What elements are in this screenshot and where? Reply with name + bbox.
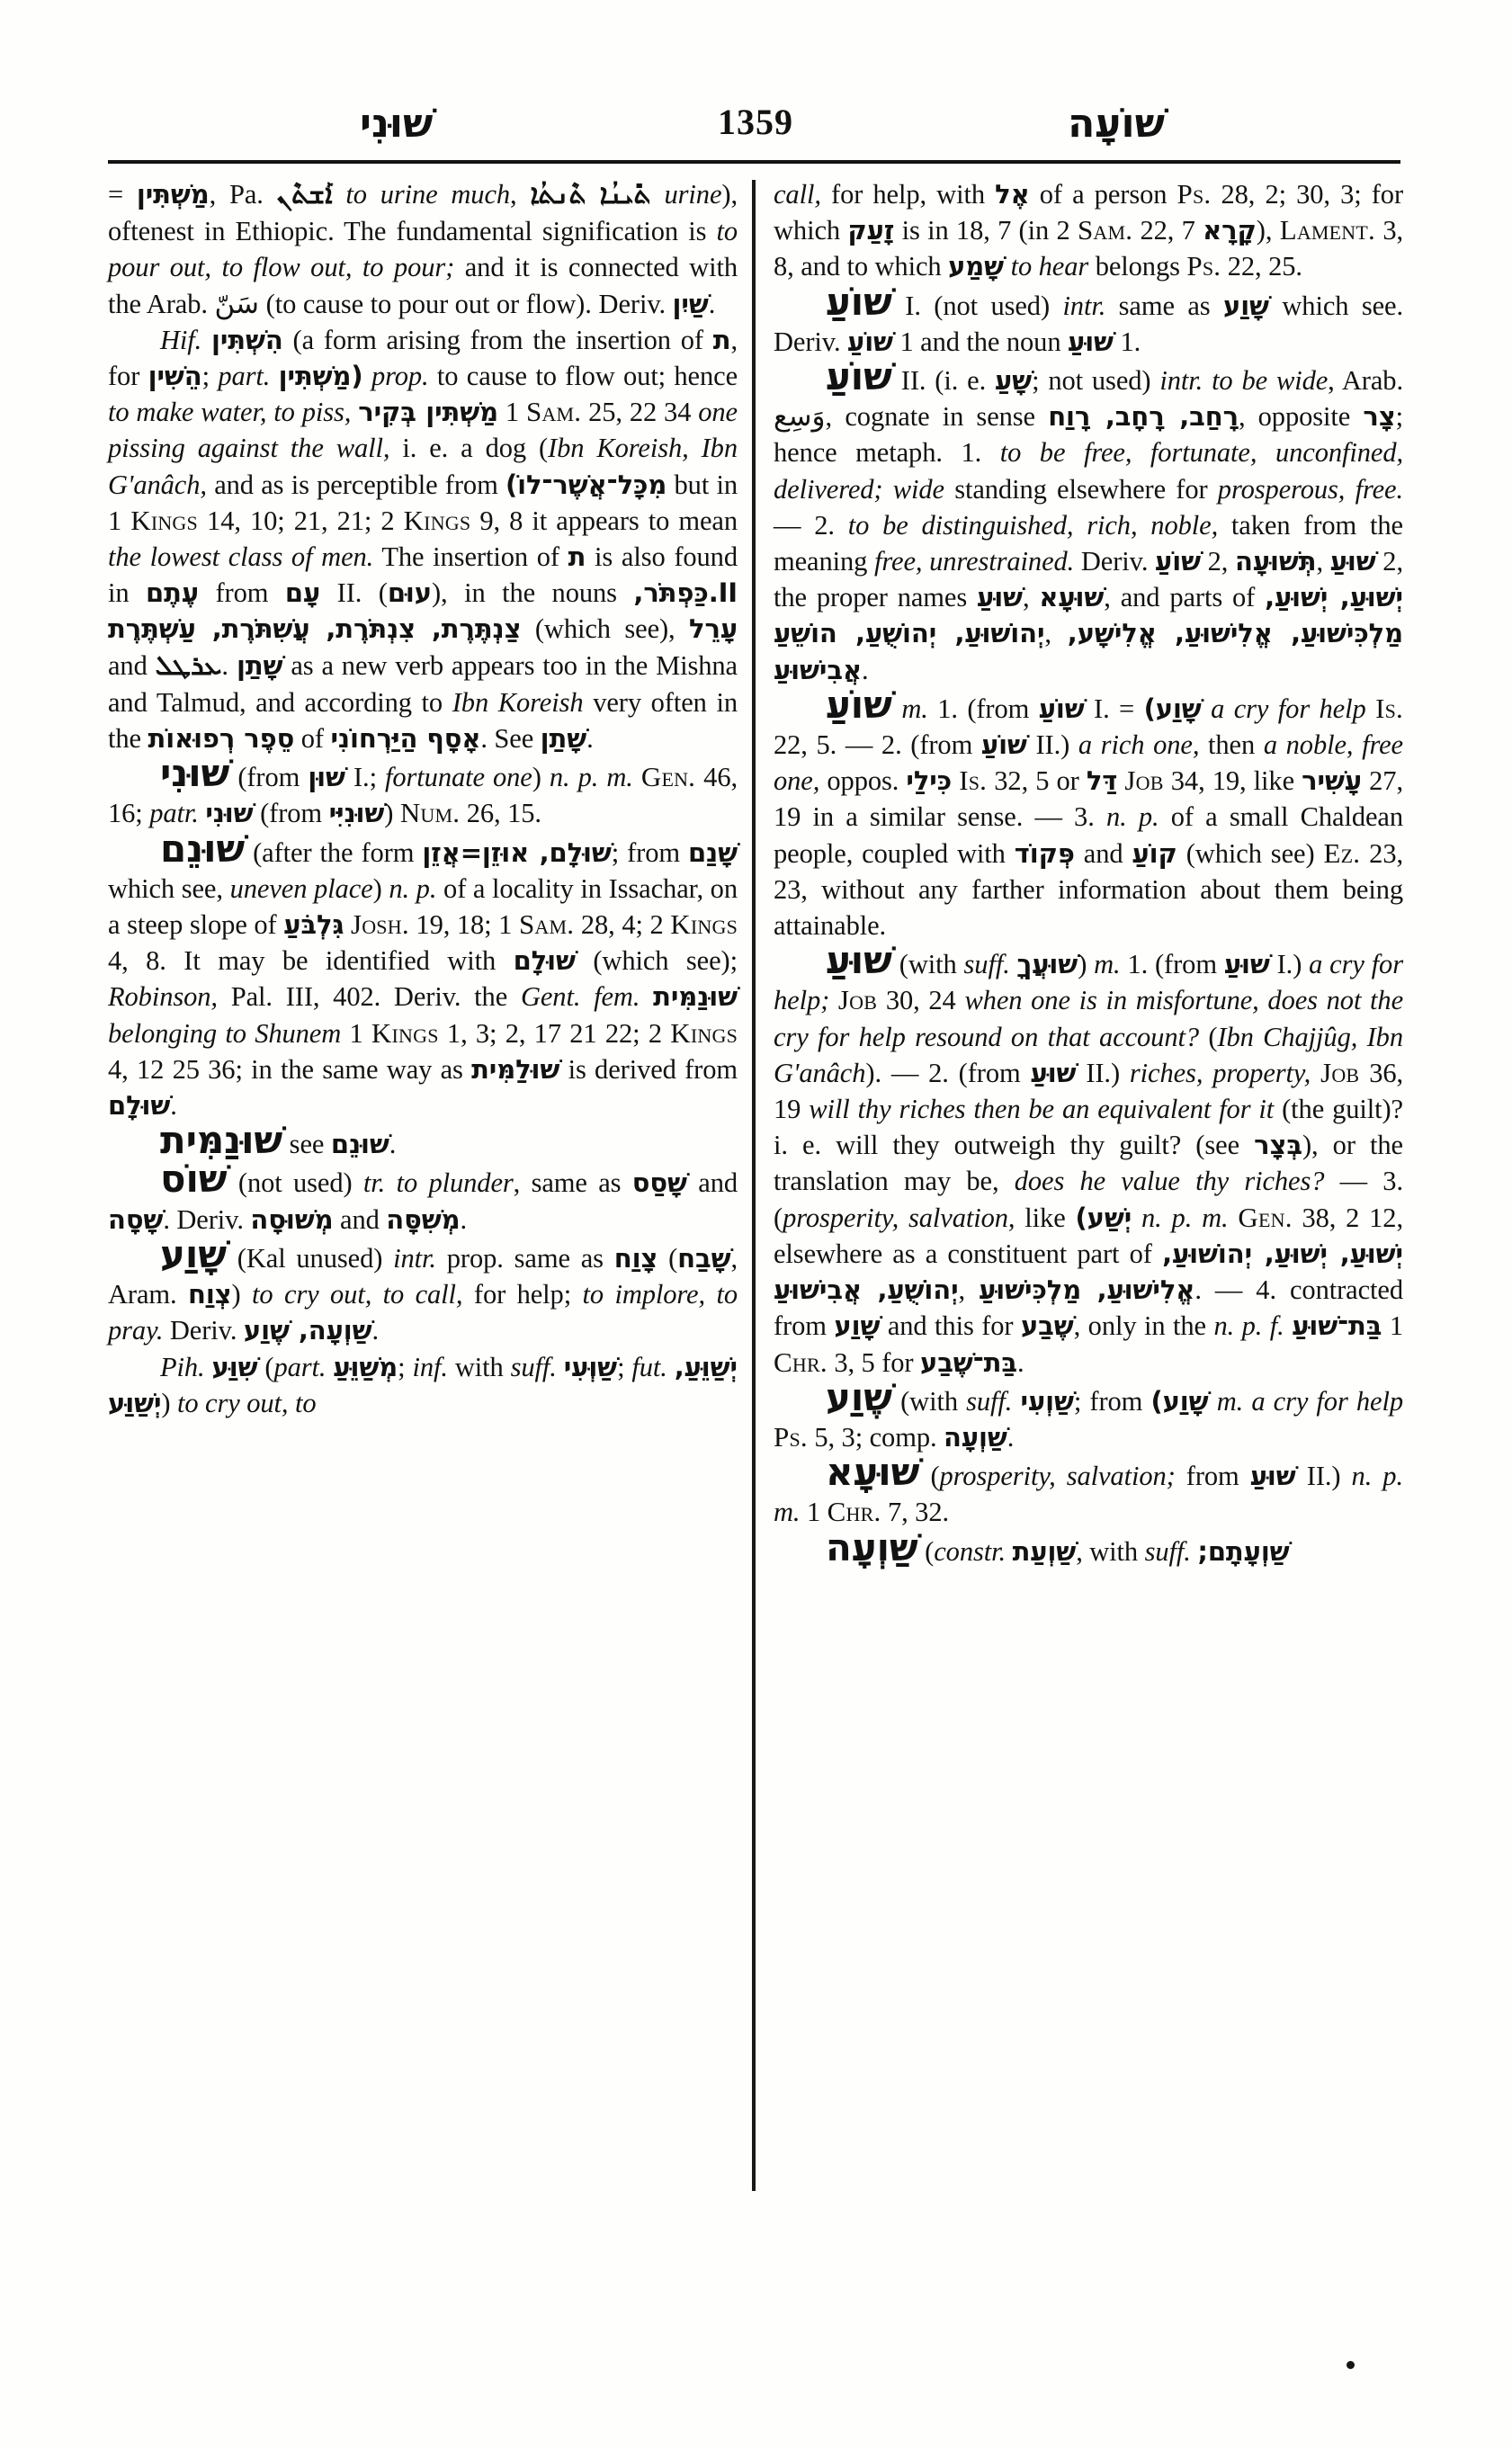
right-column [774, 176, 1403, 2209]
hebrew-text: זָעַק [847, 215, 895, 246]
italic-gloss: to urine much [345, 179, 511, 210]
hebrew-text: הֵשִׁין [148, 361, 202, 392]
hebrew-text: שׁוּלָם [108, 1090, 171, 1122]
hebrew-text: מְשׁוּסָה [250, 1203, 334, 1235]
italic-gloss: intr. [393, 1242, 436, 1274]
hebrew-text: (מַשְׁתִּין [278, 361, 363, 392]
bible-book-abbrev: Ps. [1176, 178, 1212, 210]
hebrew-text: שׁוּעַ [1249, 1461, 1296, 1492]
hebrew-text: קָרָא [1203, 215, 1257, 246]
italic-gloss: prosperity, salvation, [783, 1202, 1015, 1233]
italic-gloss: patr. [149, 798, 199, 829]
hebrew-text: בְּצָר [1254, 1130, 1302, 1161]
italic-gloss: to cry out, to [177, 1387, 317, 1418]
bible-book-abbrev: Chr. [774, 1346, 828, 1378]
bible-book-abbrev: Gen. [1238, 1201, 1293, 1233]
bible-book-abbrev: Ps. [774, 1420, 808, 1453]
syriac-text: ܬܺܝܢܳܐ [599, 179, 651, 210]
bible-book-abbrev: Is. [959, 765, 988, 797]
arabic-text: وَسِع [774, 400, 826, 434]
italic-gloss: fortunate one [385, 762, 532, 793]
hebrew-text: שַׁיִן [672, 288, 709, 319]
hebrew-text: שִׁוַּע [211, 1351, 258, 1382]
hebrew-text: שֶׁבַע [1020, 1310, 1074, 1342]
italic-gloss: free, unrestrained. [874, 546, 1075, 577]
hebrew-text: רָחַב, רָחָב, רָוַח [1048, 401, 1239, 433]
italic-gloss: m. [1094, 949, 1121, 980]
italic-gloss: does he value thy riches? [1014, 1166, 1325, 1197]
left-column [108, 176, 738, 2209]
entry-paragraph: Pih. שִׁוַּע (part. מְשַׁוֵּעַ; inf. with suff. שַׁוְּעִי; fut. יְשַׁוֵּעַ, יְשַׁוַּע) to cry out, to [108, 1351, 738, 1418]
hebrew-text: שׁוֹעַ [1155, 546, 1201, 577]
running-head [171, 97, 1340, 169]
hebrew-text: שׁוֹעַ [1038, 693, 1085, 724]
hebrew-text: שָׁסָה [108, 1203, 164, 1235]
italic-gloss: part. [218, 361, 271, 392]
italic-gloss: m. [901, 693, 928, 724]
hebrew-text: מַלְכִּישׁוּעַ, אֱלִישׁוּעַ, אֱלִישָׁע, אֲבִישׁוּעַ [774, 618, 1403, 685]
entry-paragraph: שָׁוַע (Kal unused) intr. prop. same as צָוַח (שָׁבַח, Aram. צְוַח) to cry out, to call, for help; to implore, to pray. Deriv. שַׁוְעָה, שֶׁוַע. [108, 1231, 738, 1346]
hebrew-text: צְוַח [188, 1279, 232, 1310]
hebrew-text: שָׁמַע [948, 251, 1005, 282]
italic-gloss: when one is in misfortune, does not the cry for help resound on that account? [774, 985, 1404, 1052]
italic-gloss: to cry out, to call, [252, 1279, 463, 1310]
entry-paragraph: שׁוּעַ (with suff. שׁוּעֲךָ) m. 1. (from שׁוּעַ I.) a cry for help; Job 30, 24 when one is in misfortune, does not the cry for help resound on that account? (Ibn Chajjûg, Ibn G'anâch). — 2. (from שׁוּעַ II.) riches, property, Job 36, 19 will thy riches then be an equivalent for it (the guilt)? i. e. will they outweigh thy guilt? (see בְּצָר), or the translation may be, does he value thy riches? — 3. (prosperity, salvation, like יְשַׁע) n. p. m. Gen. 38, 2 12, elsewhere as a constituent part of יְשׁוּעַ, יְשׁוּעַ, יְהוֹשׁוּעַ, יְהוֹשֻׁעַ, אֲבִישׁוּעַ, אֱלִישׁוּעַ, מַלְכִּישׁוּעַ. — 4. contracted from שָׁוַע and this for שֶׁבַע, only in the n. p. f. בַּת־שׁוּעַ 1 Chr. 3, 5 for בַּת־שֶׁבַע. [774, 938, 1404, 1378]
italic-gloss: intr. [1159, 365, 1203, 397]
hebrew-text: מִכָּל־אֲשֶׁר־לוֹ) [505, 469, 667, 500]
headword-hebrew: שׁוֹעַ [826, 279, 892, 324]
bible-book-abbrev: Kings [670, 1016, 738, 1049]
italic-gloss: m. [1216, 1385, 1244, 1417]
hebrew-text: ת [568, 541, 586, 573]
italic-gloss: intr. [1062, 290, 1106, 321]
hebrew-text: שָׁתַן [236, 649, 283, 681]
hebrew-text: שׁוֹעַ [980, 729, 1027, 761]
hebrew-text: שָׁוַע) [1143, 693, 1202, 724]
bible-book-abbrev: Josh. [350, 908, 409, 941]
italic-gloss: a cry for help [1251, 1385, 1403, 1417]
italic-gloss: n. p. m. [774, 1461, 1403, 1528]
hebrew-text: אֱלִישׁוּעַ, מַלְכִּישׁוּעַ [979, 1274, 1195, 1306]
hebrew-text: בַּת־שֶׁבַע [920, 1346, 1017, 1378]
italic-gloss: n. p. f. [1213, 1310, 1284, 1342]
syriac-text: ܥܪܛܠ [155, 649, 222, 682]
italic-gloss: n. p. [1105, 801, 1159, 833]
hebrew-text: שָׁוַע) [1150, 1385, 1209, 1417]
bible-book-abbrev: Sam. [1077, 214, 1133, 246]
hebrew-text: אָסָף הַיַּרְחוֹנִי [330, 723, 481, 755]
italic-gloss: n. p. m. [1141, 1202, 1229, 1233]
italic-gloss: to hear [1010, 251, 1089, 282]
hebrew-text: פְּקוֹד [1014, 837, 1075, 869]
bible-book-abbrev: Chr. [827, 1496, 881, 1528]
italic-gloss: Ibn Koreish, Ibn G'anâch, [108, 433, 738, 500]
italic-gloss: Gent. fem. [520, 981, 640, 1013]
italic-gloss: to plunder [396, 1167, 514, 1199]
headword-hebrew: שׁוֹס [160, 1157, 228, 1202]
italic-gloss: part. [273, 1351, 327, 1382]
italic-gloss: call, [774, 179, 821, 210]
italic-gloss: to be distinguished, rich, noble, [847, 509, 1219, 541]
hebrew-text: מְשִׁסָּה [386, 1203, 461, 1235]
entry-paragraph: Hif. הִשְׁתִּין (a form arising from the insertion of ת, for הֵשִׁין; part. (מַשְׁתִּין prop. to cause to flow out; hence to make water, to piss, מַשְׁתִּין בְּקִיר 1 Sam. 25, 22 34 one pissing against the wall, i. e. a dog (Ibn Koreish, Ibn G'anâch, and as is perceptible from מִכָּל־אֲשֶׁר־לוֹ) but in 1 Kings 14, 10; 21, 21; 2 Kings 9, 8 it appears to mean the lowest class of men. The insertion of ת is also found in עֶתֶם from עָם II. (עוּם), in the nouns II.כַּפְתֹּר, צַנְתֶּרֶת, צִנְתֹּרֶת, עֲשִׁתֹּרֶת, עַשְׁתֶּרֶת (which see), עָרֵל and ܥܪܛܠ. שָׁתַן as a new verb appears too in the Mishna and Talmud, and according to Ibn Koreish very often in the סֵפֶר רְפוּאוֹת of אָסָף הַיַּרְחוֹנִי. See שָׁתַן. [108, 324, 738, 755]
hebrew-text: שָׁנַם [687, 836, 738, 868]
italic-gloss: suff. [1144, 1535, 1191, 1567]
syriac-text: ܬܶܢܬܳܐ [530, 179, 586, 210]
hebrew-text: שׁוּעֲךָ [1016, 949, 1078, 980]
hebrew-text: מַשְׁתִּין [136, 179, 210, 210]
italic-gloss: Hif. [160, 324, 202, 355]
entry-paragraph: שׁוֹעַ I. (not used) intr. same as שָׁוַע which see. Deriv. שׁוֹעַ 1 and the noun שׁוּעַ 1. [774, 279, 1403, 357]
italic-gloss: n. p. [389, 872, 437, 904]
italic-gloss: Pih. [160, 1351, 205, 1382]
hebrew-text: גִּלְבֹּעַ [283, 909, 344, 941]
italic-gloss: belonging to Shunem [108, 1017, 342, 1049]
italic-gloss: suff. [510, 1351, 557, 1382]
bible-book-abbrev: Job [1124, 765, 1164, 797]
arabic-text: سَنّ [214, 287, 260, 320]
entry-paragraph: שׁוּנֵם (after the form שׁוּלָם, אוּזֵן=אֲזֵן; from שָׁנַם which see, uneven place) n. p. of a locality in Issachar, on a steep slope of גִּלְבֹּעַ Josh. 19, 18; 1 Sam. 28, 4; 2 Kings 4, 8. It may be identified with שׁוּלָם (which see); Robinson, Pal. III, 402. Deriv. the Gent. fem. שׁוּנַמִּית belonging to Shunem 1 Kings 1, 3; 2, 17 21 22; 2 Kings 4, 12 25 36; in the same way as שׁוּלַמִּית is derived from שׁוּלָם. [108, 826, 738, 1122]
hebrew-text: מַשְׁתִּין בְּקִיר [358, 397, 499, 428]
hebrew-text: עָרֵל [689, 613, 738, 645]
italic-gloss: inf. [412, 1351, 448, 1382]
hebrew-text: שׁוּעַ [1329, 546, 1376, 577]
page-number: 1359 [718, 102, 793, 142]
entry-paragraph: שׁוּנִי (from שׁוּן I.; fortunate one) n. p. m. Gen. 46, 16; patr. שׁוּנִי (from שׁוּנִיִּי) Num. 26, 15. [108, 751, 738, 829]
italic-gloss: uneven place [229, 872, 373, 904]
bible-book-abbrev: Kings [371, 1016, 439, 1049]
hebrew-text: שָׁוַע [834, 1310, 881, 1342]
italic-gloss: prosperity, salvation; [939, 1461, 1176, 1492]
headword-hebrew: שׁוּעָא [826, 1450, 920, 1495]
italic-gloss: n. p. m. [549, 762, 633, 793]
hebrew-text: שׁוּלָם, אוּזֵן=אֲזֵן [422, 836, 612, 868]
italic-gloss: the lowest class of men. [108, 541, 374, 573]
hebrew-text: שׁוּן [308, 762, 345, 793]
hebrew-text: שָׁבַח [677, 1242, 731, 1274]
hebrew-text: שָׁוַע [1222, 290, 1269, 321]
bible-book-abbrev: Is. [1375, 692, 1403, 724]
hebrew-text: צָר [1363, 401, 1396, 433]
hebrew-text: שׁוּנִי [205, 798, 254, 829]
syriac-text: ܐܰܫܬܶܢ [276, 179, 333, 210]
italic-gloss: one pissing against the wall, [108, 397, 738, 464]
italic-gloss: to make water, to piss, [108, 397, 352, 428]
hebrew-text: עוּם [387, 577, 432, 609]
hebrew-text: שָׁסַס [631, 1167, 687, 1199]
headword-hebrew: שׁוּעַ [826, 938, 892, 983]
hebrew-text: שׁוּעַ [1030, 1057, 1077, 1088]
header-rule [108, 160, 1400, 164]
italic-gloss: prosperous, free. [1217, 473, 1403, 505]
entry-paragraph: שׁוּנַמִּית see שׁוּנֵם. [160, 1118, 397, 1163]
hebrew-text: שׁוּנַמִּית [653, 981, 738, 1013]
hebrew-text: עָשִׁיר [1302, 765, 1363, 797]
italic-gloss: suff. [966, 1385, 1013, 1417]
two-column-body [108, 176, 1403, 2209]
bible-book-abbrev: Job [837, 984, 878, 1016]
hebrew-text: שַׁוְעָתָם; [1197, 1535, 1290, 1567]
hebrew-text: שַׁוְּעִי [563, 1351, 618, 1382]
hebrew-text: שׁוּעַ [1068, 326, 1114, 357]
hebrew-text: כִּילַי [906, 765, 953, 797]
hebrew-text: שָׁעַ [995, 365, 1033, 397]
hebrew-text: דַּל [1086, 765, 1118, 797]
bible-book-abbrev: Sam. [525, 396, 582, 428]
bible-book-abbrev: Job [1320, 1056, 1360, 1088]
bible-book-abbrev: Kings [670, 908, 738, 941]
hebrew-text: סֵפֶר רְפוּאוֹת [148, 723, 295, 755]
hebrew-text: עֶתֶם [146, 577, 199, 609]
hebrew-text: עָם [284, 577, 321, 609]
entry-paragraph: שֶׁוַע (with suff. שַׁוְעִי; from שָׁוַע) m. a cry for help Ps. 5, 3; comp. שַׁוְעָה. [774, 1374, 1403, 1453]
headword-hebrew: שׁוֹעַ [826, 354, 892, 399]
headword-hebrew: שׁוּנֵם [160, 826, 246, 871]
italic-gloss: a cry for help [1211, 693, 1366, 724]
hebrew-text: יְשַׁוֵּעַ, יְשַׁוַּע [108, 1351, 738, 1418]
hebrew-text: שׁוֹעַ [847, 326, 893, 357]
running-head-left-catchword: שׁוּנִי [360, 101, 434, 147]
italic-gloss: urine [664, 179, 722, 210]
hebrew-text: שַׁוְעִי [1020, 1385, 1074, 1417]
italic-gloss: a cry for help; [774, 949, 1403, 1016]
hebrew-text: שׁוּלָם [513, 945, 576, 977]
running-head-right-catchword: שׁוֹעָה [1068, 101, 1165, 147]
italic-gloss: Robinson, [108, 981, 218, 1013]
hebrew-text: II.כַּפְתֹּר, צַנְתֶּרֶת, צִנְתֹּרֶת, עֲשִׁתֹּרֶת, עַשְׁתֶּרֶת [108, 577, 738, 645]
page-ink-dot [1346, 2361, 1355, 2369]
italic-gloss: to implore, to pray. [108, 1279, 738, 1346]
italic-gloss: Ibn Koreish [452, 686, 584, 718]
bible-book-abbrev: Sam. [518, 908, 575, 941]
bible-book-abbrev: Lament. [1279, 214, 1375, 246]
hebrew-text: צָוַח [613, 1242, 658, 1274]
hebrew-text: שָׁתַן [540, 723, 587, 755]
entry-paragraph: שׁוֹס (not used) tr. to plunder, same as שָׁסַס and שָׁסָה. Deriv. מְשׁוּסָה and מְשִׁסָּה. [108, 1157, 738, 1235]
italic-gloss: prop. [371, 361, 429, 392]
hebrew-text: שַׁוְעָה, שֶׁוַע [243, 1315, 372, 1346]
entry-paragraph: שׁוֹעַ m. 1. (from שׁוֹעַ I. = שָׁוַע) a cry for help Is. 22, 5. — 2. (from שׁוֹעַ II.) a rich one, then a noble, free one, oppos. כִּילַי Is. 32, 5 or דַּל Job 34, 19, like עָשִׁיר 27, 19 in a similar sense. — 3. n. p. of a small Chaldean people, coupled with פְּקוֹד and קוֹעַ (which see) Ez. 23, 23, without any farther information about them being attainable. [774, 682, 1403, 942]
column-divider [752, 180, 756, 2191]
bible-book-abbrev: Gen. [640, 761, 696, 793]
entry-paragraph: = מַשְׁתִּין, Pa. ܐܰܫܬܶܢ to urine much, ܬܶܢܬܳܐ ܬܺܝܢܳܐ urine), oftenest in Ethiopic. The fundamental signification is to pour out, to flow out, to pour; and it is connected with the Arab. سَنّ (to cause to pour out or flow). Deriv. שַׁיִן. [108, 179, 738, 320]
bible-book-abbrev: Num. [399, 797, 461, 829]
italic-gloss: to pour out, to flow out, to pour; [108, 216, 738, 283]
hebrew-text: שׁוּנִיִּי [328, 798, 385, 829]
hebrew-text: ת [712, 324, 731, 355]
hebrew-text: קוֹעַ [1132, 837, 1177, 869]
headword-hebrew: שׁוּנַמִּית [160, 1118, 283, 1163]
hebrew-text: הִשְׁתִּין [211, 324, 283, 355]
hebrew-text: יְשַׁע) [1075, 1202, 1132, 1233]
hebrew-text: שׁוּעַ [977, 582, 1023, 613]
headword-hebrew: שָׁוַע [160, 1231, 227, 1276]
headword-hebrew: שַׁוְעָה [826, 1525, 918, 1569]
hebrew-text: בַּת־שׁוּעַ [1292, 1310, 1382, 1342]
italic-gloss: to be free, fortunate, unconfined, delivered; wide [774, 437, 1404, 505]
italic-gloss: suff. [963, 949, 1010, 980]
headword-hebrew: שֶׁוַע [826, 1374, 892, 1419]
hebrew-text: שׁוּעָא [1039, 582, 1105, 613]
entry-paragraph: call, for help, with אֶל of a person Ps. 28, 2; 30, 3; for which זָעַק is in 18, 7 (in 2 Sam. 22, 7 קָרָא), Lament. 3, 8, and to which שָׁמַע to hear belongs Ps. 22, 25. [774, 178, 1403, 282]
hebrew-text: יְשׁוּעַ, יְשׁוּעַ, יְהוֹשׁוּעַ, יְהוֹשֻׁעַ, הוֹשֵׁעַ [774, 582, 1403, 649]
entry-paragraph: שׁוֹעַ II. (i. e. שָׁעַ; not used) intr. to be wide, Arab. وَسِع, cognate in sense רָחַב, רָחָב, רָוַח, opposite צָר; hence metaph. 1. to be free, fortunate, unconfined, delivered; wide standing elsewhere for prosperous, free. — 2. to be distinguished, rich, noble, taken from the meaning free, unrestrained. Deriv. שׁוֹעַ 2, תְּשׁוּעָה, שׁוּעַ 2, the proper names שׁוּעַ, שׁוּעָא, and parts of יְשׁוּעַ, יְשׁוּעַ, יְהוֹשׁוּעַ, יְהוֹשֻׁעַ, הוֹשֵׁעַ, מַלְכִּישׁוּעַ, אֱלִישׁוּעַ, אֱלִישָׁע, אֲבִישׁוּעַ. [774, 354, 1404, 685]
hebrew-text: אֶל [995, 179, 1030, 210]
italic-gloss: constr. [934, 1535, 1007, 1567]
headword-hebrew: שׁוֹעַ [826, 682, 892, 727]
hebrew-text: מְשַׁוֵּעַ [333, 1351, 398, 1382]
italic-gloss: a noble, free one, [774, 729, 1403, 797]
hebrew-text: יְשׁוּעַ, יְשׁוּעַ, יְהוֹשׁוּעַ, יְהוֹשֻׁעַ, אֲבִישׁוּעַ [774, 1238, 1403, 1306]
headword-hebrew: שׁוּנִי [160, 751, 230, 796]
bible-book-abbrev: Kings [130, 504, 198, 536]
italic-gloss: fut. [631, 1351, 667, 1382]
bible-book-abbrev: Kings [403, 504, 471, 536]
bible-book-abbrev: Ez. [1323, 836, 1361, 869]
italic-gloss: a rich one, [1078, 729, 1200, 761]
italic-gloss: tr. [362, 1167, 386, 1199]
hebrew-text: שַׁוְעָה [944, 1421, 1007, 1453]
bible-book-abbrev: Ps. [1186, 250, 1221, 282]
hebrew-text: שׁוּלַמִּית [471, 1053, 560, 1085]
hebrew-text: שׁוּעַ [1223, 949, 1270, 980]
entry-paragraph: שַׁוְעָה (constr. שַׁוְעַת, with suff. שַׁוְעָתָם; [826, 1525, 1290, 1569]
hebrew-text: תְּשׁוּעָה [1235, 546, 1317, 577]
italic-gloss: Ibn Chajjûg, Ibn G'anâch [774, 1021, 1403, 1088]
entry-paragraph: שׁוּעָא (prosperity, salvation; from שׁוּעַ II.) n. p. m. 1 Chr. 7, 32. [774, 1450, 1403, 1528]
italic-gloss: riches, property, [1129, 1057, 1311, 1088]
hebrew-text: שׁוּנֵם [330, 1129, 389, 1160]
hebrew-text: שַׁוְעַת [1012, 1535, 1077, 1567]
italic-gloss: to be wide [1212, 365, 1329, 397]
italic-gloss: will thy riches then be an equivalent for it [809, 1094, 1275, 1125]
